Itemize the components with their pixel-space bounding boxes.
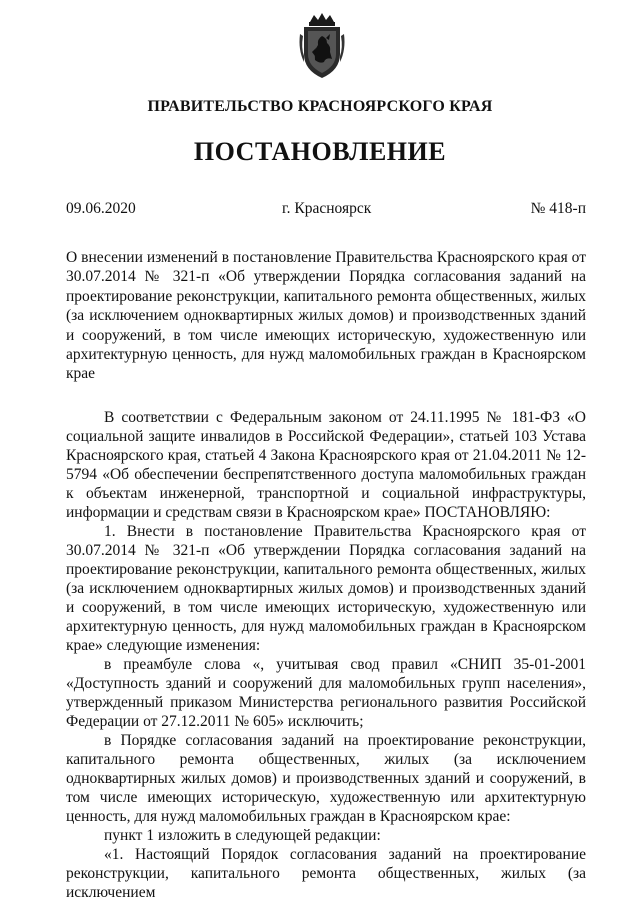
coat-of-arms-icon (296, 12, 348, 80)
organization-name: ПРАВИТЕЛЬСТВО КРАСНОЯРСКОГО КРАЯ (147, 98, 493, 115)
paragraph: в Порядке согласования заданий на проектирование реконструкции, капитального ремонта общественных, жилых (за исключением одноквартирных жилых домов) и производственных зданий и сооружений, в том числе имеющих историческую, художественную или архитектурную ценность, для нужд маломобильных граждан в Красноярском крае: (66, 732, 586, 825)
document-body (66, 408, 586, 902)
document-type: ПОСТАНОВЛЕНИЕ (193, 137, 447, 166)
document-city: г. Красноярск (282, 200, 372, 217)
document-number: № 418-п (530, 200, 586, 217)
paragraph: «1. Настоящий Порядок согласования заданий на проектирование реконструкции, капитального ремонта общественных, жилых (за исключением (66, 846, 586, 901)
paragraph: 1. Внести в постановление Правительства Красноярского края от 30.07.2014 № 321-п «Об утверждении Порядка согласования заданий на проектирование реконструкции, капитального ремонта общественных, жилых (за исключением одноквартирных жилых домов) и производственных зданий и сооружений, в том числе имеющих историческую, художественную или архитектурную ценность, для нужд маломобильных граждан в Красноярском крае» следующие изменения: (66, 523, 586, 654)
paragraph: В соответствии с Федеральным законом от 24.11.1995 № 181-ФЗ «О социальной защите инвалидов в Российской Федерации», статьей 103 Устава Красноярского края, статьей 4 Закона Красноярского края от 21.04.2011 № 12-5794 «Об обеспечении беспрепятственного доступа маломобильных граждан к объектам инженерной, транспортной и социальной инфраструктуры, информации и средствам связи в Красноярском крае» ПОСТАНОВЛЯЮ: (66, 409, 586, 521)
document-subject: О внесении изменений в постановление Правительства Красноярского края от 30.07.2014 № 321-п «Об утверждении Порядка согласования заданий на проектирование реконструкции, капитального ремонта общественных, жилых (за исключением одноквартирных жилых домов) и производственных зданий и сооружений, в том числе имеющих историческую, художественную или архитектурную ценность, для нужд маломобильных граждан в Красноярском крае (66, 249, 586, 383)
paragraph: в преамбуле слова «, учитывая свод правил «СНИП 35-01-2001 «Доступность зданий и сооружений для маломобильных групп населения», утвержденный приказом Министерства регионального развития Российской Федерации от 27.12.2011 № 605» исключить; (66, 656, 586, 730)
document-meta (66, 200, 586, 220)
document-date: 09.06.2020 (66, 200, 136, 217)
paragraph: пункт 1 изложить в следующей редакции: (104, 827, 381, 844)
